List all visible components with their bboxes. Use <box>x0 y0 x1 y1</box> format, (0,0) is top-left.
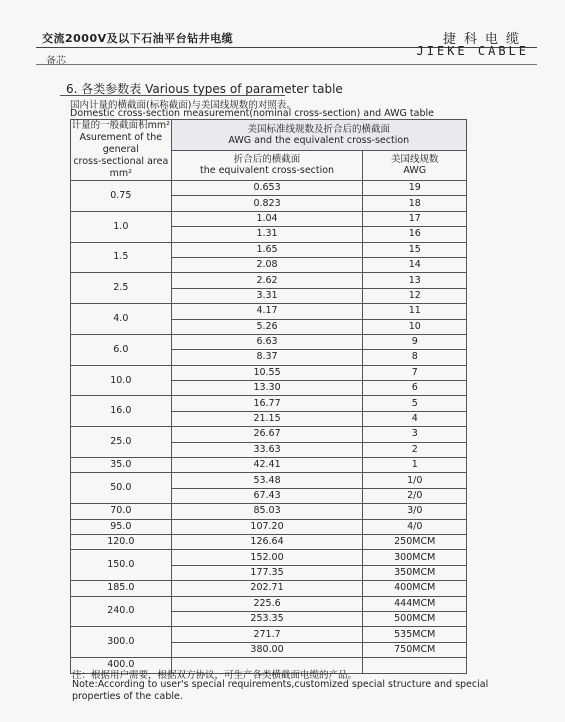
cell-nominal-area: 1.5 <box>71 242 172 273</box>
brand-name-en: JIEKE CABLE <box>416 44 529 58</box>
table-row <box>71 396 467 411</box>
cell-equivalent-area: 152.00 <box>171 550 363 565</box>
cell-awg: 10 <box>363 319 467 334</box>
cell-awg: 2/0 <box>363 488 467 503</box>
cell-equivalent-area: 3.31 <box>171 288 363 303</box>
table-row <box>71 242 467 257</box>
cell-awg: 5 <box>363 396 467 411</box>
cell-awg: 350MCM <box>363 565 467 580</box>
cell-nominal-area: 70.0 <box>71 504 172 519</box>
cell-awg: 750MCM <box>363 642 467 657</box>
table-row <box>71 596 467 611</box>
cell-awg: 6 <box>363 381 467 396</box>
cell-equivalent-area: 4.17 <box>171 304 363 319</box>
section-intro-cn: 国内计量的横截面(标称截面)与美国线规数的对照表。 <box>70 100 296 111</box>
subheader-divider <box>36 64 537 65</box>
cell-nominal-area: 95.0 <box>71 519 172 534</box>
document-title: 交流2000V及以下石油平台钻井电缆 <box>42 32 234 45</box>
cell-awg: 13 <box>363 273 467 288</box>
table-row <box>71 427 467 442</box>
cell-awg: 3/0 <box>363 504 467 519</box>
cell-awg: 3 <box>363 427 467 442</box>
cell-equivalent-area: 10.55 <box>171 365 363 380</box>
table-row <box>71 365 467 380</box>
cell-equivalent-area: 6.63 <box>171 334 363 349</box>
cell-equivalent-area: 2.08 <box>171 257 363 272</box>
cell-equivalent-area: 42.41 <box>171 458 363 473</box>
cell-awg: 1/0 <box>363 473 467 488</box>
cell-awg: 4/0 <box>363 519 467 534</box>
cell-awg: 14 <box>363 257 467 272</box>
cell-equivalent-area: 1.65 <box>171 242 363 257</box>
cell-nominal-area: 0.75 <box>71 181 172 212</box>
cell-nominal-area: 185.0 <box>71 581 172 596</box>
awg-conversion-table <box>70 119 467 674</box>
cell-equivalent-area: 177.35 <box>171 565 363 580</box>
cell-nominal-area: 150.0 <box>71 550 172 581</box>
cell-awg <box>363 658 467 673</box>
table-row <box>71 581 467 596</box>
document-subtitle: 备芯 <box>46 56 66 67</box>
cell-nominal-area: 25.0 <box>71 427 172 458</box>
section-title: 6. 各类参数表 Various types of parameter table <box>66 82 343 96</box>
cell-equivalent-area: 8.37 <box>171 350 363 365</box>
cell-equivalent-area: 1.04 <box>171 211 363 226</box>
cell-equivalent-area: 126.64 <box>171 534 363 549</box>
col-header-awg <box>363 150 467 181</box>
col-header-awg-en: AWG <box>403 165 427 177</box>
table-row <box>71 627 467 642</box>
section-underline <box>60 95 285 96</box>
cell-equivalent-area: 202.71 <box>171 581 363 596</box>
cell-awg: 500MCM <box>363 611 467 626</box>
col-group-header-awg <box>171 120 466 151</box>
cell-equivalent-area: 53.48 <box>171 473 363 488</box>
col-header-nominal-cn: 计量的一般截面积mm² <box>71 120 170 131</box>
section-intro-en: Domestic cross-section measurement(nominal cross-section) and AWG table <box>70 108 434 119</box>
note-cn: 注：根据用户需要，根据双方协议，可生产各类横截面电缆的产品。 <box>72 670 358 681</box>
cell-nominal-area: 10.0 <box>71 365 172 396</box>
cell-nominal-area: 400.0 <box>71 658 172 673</box>
cell-nominal-area: 6.0 <box>71 334 172 365</box>
cell-nominal-area: 1.0 <box>71 211 172 242</box>
cell-awg: 19 <box>363 181 467 196</box>
table-row <box>71 550 467 565</box>
table-body <box>71 181 467 674</box>
cell-awg: 17 <box>363 211 467 226</box>
table-row <box>71 458 467 473</box>
cell-nominal-area: 300.0 <box>71 627 172 658</box>
cell-equivalent-area: 26.67 <box>171 427 363 442</box>
cell-awg: 2 <box>363 442 467 457</box>
table-row <box>71 504 467 519</box>
cell-awg: 7 <box>363 365 467 380</box>
col-header-nominal-en1: Asurement of the general <box>79 132 163 155</box>
cell-awg: 300MCM <box>363 550 467 565</box>
cell-nominal-area: 35.0 <box>71 458 172 473</box>
col-header-nominal-en2: cross-sectional area mm² <box>73 156 169 179</box>
cell-equivalent-area: 16.77 <box>171 396 363 411</box>
cell-awg: 250MCM <box>363 534 467 549</box>
cell-awg: 11 <box>363 304 467 319</box>
cell-awg: 1 <box>363 458 467 473</box>
table-row <box>71 473 467 488</box>
cell-nominal-area: 120.0 <box>71 534 172 549</box>
cell-nominal-area: 2.5 <box>71 273 172 304</box>
cell-awg: 444MCM <box>363 596 467 611</box>
cell-nominal-area: 16.0 <box>71 396 172 427</box>
note-en: Note:According to user's special requirements,customized special structure and special properties of the cable. <box>72 679 489 702</box>
table-row <box>71 534 467 549</box>
table-row <box>71 211 467 226</box>
cell-equivalent-area: 253.35 <box>171 611 363 626</box>
cell-awg: 18 <box>363 196 467 211</box>
brand-name-cn: 捷科电缆 <box>442 32 527 47</box>
col-header-awg-cn: 美国线规数 <box>390 154 439 166</box>
cell-equivalent-area: 225.6 <box>171 596 363 611</box>
col-header-nominal <box>71 120 172 181</box>
cell-equivalent-area: 67.43 <box>171 488 363 503</box>
cell-equivalent-area: 5.26 <box>171 319 363 334</box>
col-header-equivalent <box>171 150 363 181</box>
col-header-equivalent-cn: 折合后的横截面 <box>233 154 301 166</box>
cell-awg: 15 <box>363 242 467 257</box>
cell-awg: 4 <box>363 411 467 426</box>
table-row <box>71 304 467 319</box>
cell-nominal-area: 50.0 <box>71 473 172 504</box>
cell-awg: 16 <box>363 227 467 242</box>
cell-awg: 535MCM <box>363 627 467 642</box>
table-row <box>71 273 467 288</box>
cell-awg: 8 <box>363 350 467 365</box>
col-group-header-cn: 美国标准线规数及折合后的横截面 <box>247 123 391 135</box>
cell-equivalent-area: 0.653 <box>171 181 363 196</box>
table-row <box>71 334 467 349</box>
cell-awg: 12 <box>363 288 467 303</box>
cell-nominal-area: 4.0 <box>71 304 172 335</box>
col-header-equivalent-en: the equivalent cross-section <box>199 165 335 177</box>
cell-equivalent-area: 85.03 <box>171 504 363 519</box>
cell-equivalent-area: 107.20 <box>171 519 363 534</box>
table-row <box>71 181 467 196</box>
cell-equivalent-area: 2.62 <box>171 273 363 288</box>
table-row <box>71 519 467 534</box>
cell-equivalent-area: 1.31 <box>171 227 363 242</box>
cell-equivalent-area: 21.15 <box>171 411 363 426</box>
cell-equivalent-area: 271.7 <box>171 627 363 642</box>
cell-equivalent-area: 0.823 <box>171 196 363 211</box>
cell-equivalent-area: 380.00 <box>171 642 363 657</box>
col-group-header-en: AWG and the equivalent cross-section <box>228 134 410 146</box>
cell-awg: 9 <box>363 334 467 349</box>
cell-equivalent-area: 33.63 <box>171 442 363 457</box>
cell-awg: 400MCM <box>363 581 467 596</box>
cell-nominal-area: 240.0 <box>71 596 172 627</box>
cell-equivalent-area: 13.30 <box>171 381 363 396</box>
